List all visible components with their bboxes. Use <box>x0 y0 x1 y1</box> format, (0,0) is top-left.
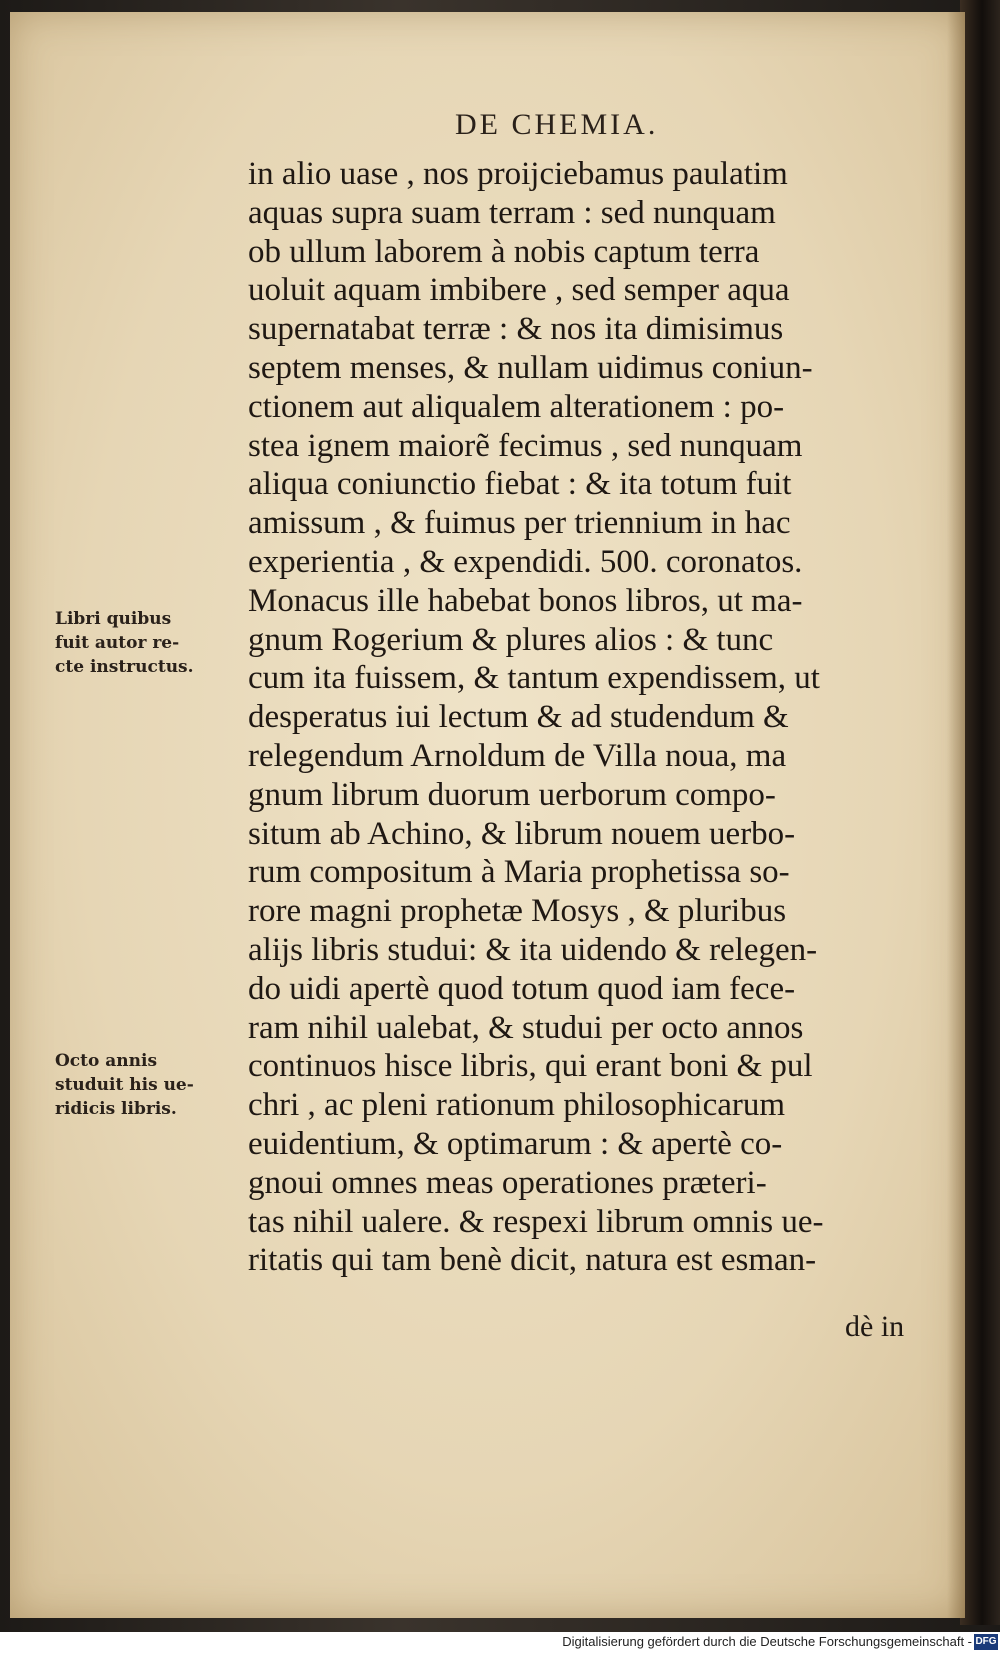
margin-note-line: ridicis libris. <box>55 1099 177 1119</box>
body-line: euidentium, & optimarum : & apertè co- <box>248 1125 783 1162</box>
body-text <box>248 155 938 1280</box>
body-line: chri , ac pleni rationum philosophicarum <box>248 1087 786 1124</box>
body-line: supernatabat terræ : & nos ita dimisimus <box>248 311 784 348</box>
footer-credit: Digitalisierung gefördert durch die Deutsche Forschungsgemeinschaft - <box>562 1634 972 1649</box>
digitization-footer <box>0 1632 1000 1653</box>
body-line: aquas supra suam terram : sed nunquam <box>248 194 776 231</box>
body-line: stea ignem maiorẽ fecimus , sed nunquam <box>248 427 803 464</box>
body-line: continuos hisce libris, qui erant boni & pul <box>248 1048 813 1085</box>
margin-note-line: cte instructus. <box>55 657 194 677</box>
body-line: ob ullum laborem à nobis captum terra <box>248 233 760 270</box>
body-line: gnum librum duorum uerborum compo- <box>248 776 776 813</box>
body-line: tas nihil ualere. & respexi librum omnis ue- <box>248 1203 824 1240</box>
margin-note-line: studuit his ue- <box>55 1075 194 1095</box>
page-edge-shadow <box>947 12 965 1618</box>
body-line: in alio uase , nos proijciebamus paulatim <box>248 156 788 192</box>
body-line: aliqua coniunctio fiebat : & ita totum fuit <box>248 466 792 503</box>
body-line: experientia , & expendidi. 500. coronatos. <box>248 543 803 580</box>
body-line: septem menses, & nullam uidimus coniun- <box>248 349 813 386</box>
body-line: uoluit aquam imbibere , sed semper aqua <box>248 272 790 309</box>
body-line: cum ita fuissem, & tantum expendissem, ut <box>248 660 820 697</box>
body-line: situm ab Achino, & librum nouem uerbo- <box>248 815 796 852</box>
body-line: gnum Rogerium & plures alios : & tunc <box>248 621 774 658</box>
body-line: ram nihil ualebat, & studui per octo annos <box>248 1009 804 1046</box>
margin-note-line: fuit autor re- <box>55 633 180 653</box>
book-spine <box>960 0 1000 1625</box>
body-line: desperatus iui lectum & ad studendum & <box>248 699 789 736</box>
margin-note-line: Octo annis <box>55 1051 158 1071</box>
body-line: relegendum Arnoldum de Villa noua, ma <box>248 737 787 774</box>
running-head: DE CHEMIA. <box>455 108 659 141</box>
body-line: gnoui omnes meas operationes præteri- <box>248 1164 767 1201</box>
body-line: rum compositum à Maria prophetissa so- <box>248 854 790 891</box>
margin-note <box>55 1049 235 1121</box>
body-line: rore magni prophetæ Mosys , & pluribus <box>248 893 787 930</box>
body-line: do uidi apertè quod totum quod iam fece- <box>248 970 796 1007</box>
margin-note-line: Libri quibus <box>55 609 172 629</box>
margin-note <box>55 607 235 679</box>
catchword: dè in <box>845 1310 905 1343</box>
dfg-logo: DFG <box>974 1634 998 1650</box>
body-line: ritatis qui tam benè dicit, natura est esman- <box>248 1242 817 1279</box>
body-line: alijs libris studui: & ita uidendo & relegen- <box>248 931 818 968</box>
body-line: ctionem aut aliqualem alterationem : po- <box>248 388 785 425</box>
body-line: Monacus ille habebat bonos libros, ut ma- <box>248 582 803 619</box>
body-line: amissum , & fuimus per triennium in hac <box>248 505 791 542</box>
